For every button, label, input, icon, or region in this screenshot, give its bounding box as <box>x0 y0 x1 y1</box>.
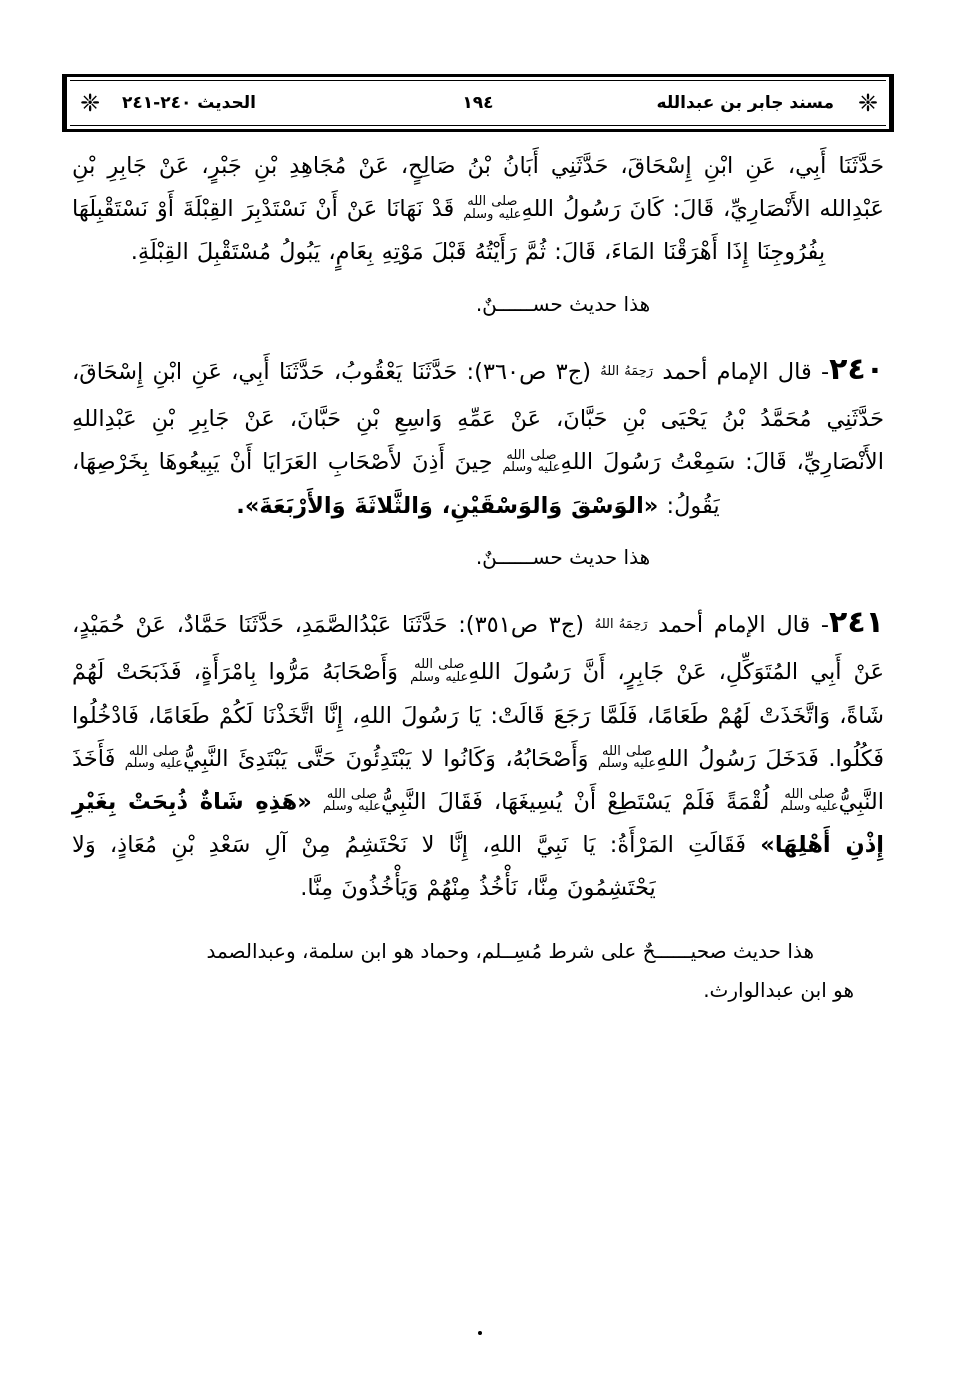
hadith-241-text-3: فَأَخَذَ النَّبِيُّ <box>72 745 885 815</box>
ornament-left-icon: ❈ <box>80 89 99 117</box>
hadith-241-text-2: وَأَصْحَابُهُ، وَكَانُوا لا يَبْتَدِئُونَ حَتَّى يَبْتَدِئَ النَّبِيُّ <box>183 745 589 772</box>
page-header-inner <box>70 80 886 126</box>
page-number: ١٩٤ <box>462 93 494 113</box>
para1-text-a: حَدَّثَنَا أَبِي، عَنِ ابْنِ إِسْحَاقَ، حَدَّثَنِي أَبَانُ بْنُ صَالِحٍ، عَنْ مُجَاهِدِ بْنِ جَبْرٍ، عَنْ جَابِرِ بْنِ عَبْدِالله الأَنْصَارِيِّ، قَالَ: كَانَ رَسُولُ اللهِ <box>72 153 884 223</box>
hadith-241-text-1: وَأَصْحَابَهُ مَرُّوا بِامْرَأَةٍ، فَذَبَحَتْ لَهُمْ شَاةً، وَاتَّخَذَتْ لَهُمْ طَعَامًا، فَلَمَّا رَجَعَ قَالَتْ: يَا رَسُولَ اللهِ، إِنَّا اتَّخَذْنَا لَكُمْ طَعَامًا، فَادْخُلُوا فَكُلُوا. فَدَخَلَ رَسُولُ اللهِ <box>72 659 885 772</box>
page-content <box>72 145 884 1347</box>
header-hadith-range: الحديث ٢٤٠-٢٤١ <box>121 93 256 113</box>
sallallahu-alayhi-wasallam-icon: صلى الله عليه وسلم <box>597 743 657 772</box>
header-chapter-title: مسند جابر بن عبدالله <box>656 93 834 113</box>
rahimahullah-icon: رَحِمَهُ اللهُ <box>594 616 648 632</box>
hadith-240-number: ٢٤٠ <box>829 351 885 387</box>
sallallahu-alayhi-wasallam-icon: صلى الله عليه وسلم <box>124 743 184 772</box>
sallallahu-alayhi-wasallam-icon: صلى الله عليه وسلم <box>322 787 382 815</box>
grading-note-1-text: هذا حديث حســــــنٌ. <box>475 291 651 316</box>
commentary-block <box>72 932 884 1010</box>
hadith-241-intro-b: (ج٣ ص٣٥١): حَدَّثَنَا عَبْدُالصَّمَدِ، حَدَّثَنَا حَمَّادٌ، عَنْ حُمَيْدٍ، عَنْ أَبِي المُتَوَكِّلِ، عَنْ جَابِرٍ، أَنَّ رَسُولَ اللهِ <box>72 611 885 686</box>
paragraph-hadith-240 <box>72 341 884 528</box>
commentary-line-2: هو ابن عبدالوارث. <box>703 978 854 1003</box>
hadith-241-quote: «هَذِهِ شَاةٌ ذُبِحَتْ بِغَيْرِ إِذْنِ أَهْلِهَا» <box>72 788 884 859</box>
hadith-241-intro-a: - قال الإمام أحمد <box>658 611 830 638</box>
hadith-240-intro-a: - قال الإمام أحمد <box>662 358 830 385</box>
grading-note-2 <box>72 538 884 576</box>
paragraph-hadith-241 <box>72 594 884 911</box>
para1-text-b: قَدْ نَهَانَا عَنْ أَنْ نَسْتَدْبِرَ القِبْلَةَ أَوْ نَسْتَقْبِلَهَا بِفُرُوجِنَا إِذَا أَهْرَقْنَا المَاءَ، قَالَ: ثُمَّ رَأَيْتُهُ قَبْلَ مَوْتِهِ بِعَامٍ، يَبُولُ مُسْتَقْبِلَ القِبْلَةِ. <box>72 196 826 266</box>
hadith-240-intro-b: (ج٣ ص٣٦٠): حَدَّثَنَا يَعْقُوبُ، حَدَّثَنَا أَبِي، عَنِ ابْنِ إِسْحَاقَ، حَدَّثَنِي مُحَمَّدُ بْنُ يَحْيَى بْنِ حَبَّانَ، عَنْ عَمِّهِ وَاسِعِ بْنِ حَبَّانَ، عَنْ جَابِرِ بْنِ عَبْدِاللهِ الأَنْصَارِيِّ، قَالَ: سَمِعْتُ رَسُولَ اللهِ <box>72 358 884 476</box>
hadith-241-text-4: لُقْمَةً فَلَمْ يَسْتَطِعْ أَنْ يُسِيغَهَا، فَقَالَ النَّبِيُّ <box>381 788 770 815</box>
sallallahu-alayhi-wasallam-icon: صلى الله عليه وسلم <box>502 447 561 475</box>
sallallahu-alayhi-wasallam-icon: صلى الله عليه وسلم <box>463 194 522 222</box>
hadith-240-text: حِينَ أَذِنَ لأَصْحَابِ العَرَايَا أَنْ يَبِيعُوهَا بِخَرْصِهَا، يَقُولُ: <box>72 449 720 519</box>
ornament-right-icon: ❈ <box>857 89 876 117</box>
rahimahullah-icon: رَحِمَهُ اللهُ <box>600 363 654 379</box>
commentary-line-1: هذا حديث صحيــــــحٌ على شرط مُسِــلم، وحماد هو ابن سلمة، وعبدالصمد <box>206 939 814 964</box>
grading-note-2-text: هذا حديث حســــــنٌ. <box>475 544 651 569</box>
page-header <box>62 74 894 132</box>
hadith-241-number: ٢٤١ <box>829 604 884 640</box>
sallallahu-alayhi-wasallam-icon: صلى الله عليه وسلم <box>410 657 469 685</box>
sallallahu-alayhi-wasallam-icon: صلى الله عليه وسلم <box>780 787 839 815</box>
hadith-240-quote: «الوَسْقَ وَالوَسْقَيْنِ، وَالثَّلاثَةَ وَالأَرْبَعَةَ». <box>236 492 659 519</box>
paragraph-hadith-continuation <box>72 145 884 275</box>
grading-note-1 <box>72 285 884 323</box>
hadith-241-text-5: فَقَالَتِ المَرْأَةُ: يَا نَبِيَّ اللهِ، إِنَّا لا نَحْتَشِمُ مِنْ آلِ سَعْدِ بْنِ مُعَاذٍ، وَلا يَحْتَشِمُونَ مِنَّا، نَأْخُذُ مِنْهُمْ وَيَأْخُذُونَ مِنَّا. <box>72 832 747 902</box>
footer-dot-mark <box>478 1331 482 1335</box>
